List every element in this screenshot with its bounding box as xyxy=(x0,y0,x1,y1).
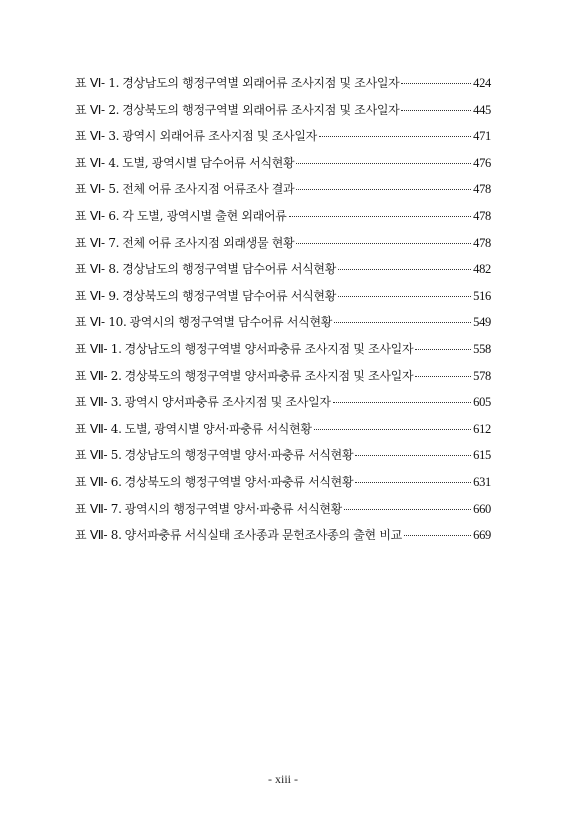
toc-label: 표 xyxy=(75,395,87,410)
toc-label: 표 xyxy=(75,474,87,489)
toc-title: 경상남도의 행정구역별 양서파충류 조사지점 및 조사일자 xyxy=(124,341,414,356)
dot-leader xyxy=(314,429,472,430)
toc-chapter: Ⅶ xyxy=(89,528,104,543)
toc-row[interactable]: 표 Ⅵ- 8. 경상남도의 행정구역별 담수어류 서식현황 482 xyxy=(75,262,491,277)
toc-number: 2. xyxy=(110,368,122,383)
toc-number: 4. xyxy=(108,155,120,170)
toc-title: 도별, 광역시별 양서·파충류 서식현황 xyxy=(124,421,312,436)
dot-leader xyxy=(355,455,471,456)
dot-leader xyxy=(344,509,471,510)
toc-page: 478 xyxy=(473,208,491,223)
toc-page: 660 xyxy=(473,501,491,516)
toc-chapter: Ⅵ xyxy=(89,288,102,303)
toc-page: 631 xyxy=(473,474,491,489)
toc-label: 표 xyxy=(75,262,87,277)
toc-page: 445 xyxy=(473,102,491,117)
toc-title: 경상북도의 행정구역별 양서파충류 조사지점 및 조사일자 xyxy=(124,368,414,383)
toc-label: 표 xyxy=(75,288,87,303)
toc-label: 표 xyxy=(75,208,87,223)
toc-row[interactable]: 표 Ⅶ- 8. 양서파충류 서식실태 조사종과 문헌조사종의 출현 비교 669 xyxy=(75,528,491,543)
toc-page: 471 xyxy=(473,129,491,144)
toc-title: 도별, 광역시별 담수어류 서식현황 xyxy=(122,155,295,170)
toc-label: 표 xyxy=(75,341,87,356)
toc-chapter: Ⅶ xyxy=(89,368,104,383)
toc-number: 5. xyxy=(110,448,122,463)
dot-leader xyxy=(296,243,471,244)
toc-row[interactable]: 표 Ⅶ- 3. 광역시 양서파충류 조사지점 및 조사일자 605 xyxy=(75,395,491,410)
toc-title: 광역시의 행정구역별 담수어류 서식현황 xyxy=(129,315,333,330)
toc-chapter: Ⅶ xyxy=(89,448,104,463)
dot-leader xyxy=(404,535,471,536)
toc-row[interactable]: 표 Ⅵ- 3. 광역시 외래어류 조사지점 및 조사일자 471 xyxy=(75,129,491,144)
toc-page: 478 xyxy=(473,235,491,250)
toc-chapter: Ⅵ xyxy=(89,235,102,250)
toc-title: 광역시 양서파충류 조사지점 및 조사일자 xyxy=(124,395,331,410)
dot-leader xyxy=(296,163,471,164)
toc-chapter: Ⅶ xyxy=(89,341,104,356)
toc-chapter: Ⅵ xyxy=(89,182,102,197)
toc-label: 표 xyxy=(75,102,87,117)
toc-page: 424 xyxy=(473,76,491,90)
dot-leader xyxy=(296,189,471,190)
toc-page: 549 xyxy=(473,315,491,330)
toc-label: 표 xyxy=(75,129,87,144)
toc-number: 1. xyxy=(110,341,122,356)
toc-chapter: Ⅶ xyxy=(89,501,104,516)
toc-row[interactable]: 표 Ⅶ- 5. 경상남도의 행정구역별 양서·파충류 서식현황 615 xyxy=(75,448,491,463)
toc-row[interactable]: 표 Ⅵ- 6. 각 도별, 광역시별 출현 외래어류 478 xyxy=(75,208,491,223)
toc-label: 표 xyxy=(75,182,87,197)
toc-title: 경상북도의 행정구역별 담수어류 서식현황 xyxy=(122,288,336,303)
toc-label: 표 xyxy=(75,501,87,516)
toc-title: 경상북도의 행정구역별 양서·파충류 서식현황 xyxy=(124,474,354,489)
dot-leader xyxy=(333,402,471,403)
toc-number: 3. xyxy=(110,395,122,410)
dot-leader xyxy=(415,376,471,377)
dot-leader xyxy=(401,83,471,84)
toc-label: 표 xyxy=(75,235,87,250)
toc-chapter: Ⅵ xyxy=(89,155,102,170)
toc-row[interactable]: 표 Ⅶ- 7. 광역시의 행정구역별 양서·파충류 서식현황 660 xyxy=(75,501,491,516)
toc-row[interactable]: 표 Ⅵ- 5. 전체 어류 조사지점 어류조사 결과 478 xyxy=(75,182,491,197)
dot-leader xyxy=(289,216,472,217)
toc-label: 표 xyxy=(75,528,87,543)
toc-number: 9. xyxy=(108,288,120,303)
toc-chapter: Ⅶ xyxy=(89,474,104,489)
toc-number: 3. xyxy=(108,129,120,144)
dot-leader xyxy=(355,482,471,483)
toc-page: 578 xyxy=(473,368,491,383)
toc-label: 표 xyxy=(75,368,87,383)
toc-chapter: Ⅶ xyxy=(89,421,104,436)
toc-title: 경상남도의 행정구역별 담수어류 서식현황 xyxy=(122,262,336,277)
toc-number: 2. xyxy=(108,102,120,117)
toc-row[interactable]: 표 Ⅵ- 4. 도별, 광역시별 담수어류 서식현황 476 xyxy=(75,155,491,170)
toc-page: 558 xyxy=(473,341,491,356)
toc-number: 8. xyxy=(110,528,122,543)
toc-row[interactable]: 표 Ⅶ- 6. 경상북도의 행정구역별 양서·파충류 서식현황 631 xyxy=(75,474,491,489)
toc-page: 669 xyxy=(473,528,491,543)
table-of-tables xyxy=(75,74,491,553)
page-number-footer: - xiii - xyxy=(268,772,298,786)
dot-leader xyxy=(415,349,471,350)
dot-leader xyxy=(319,136,471,137)
toc-row[interactable]: 표 Ⅶ- 1. 경상남도의 행정구역별 양서파충류 조사지점 및 조사일자 558 xyxy=(75,341,491,356)
toc-title: 전체 어류 조사지점 어류조사 결과 xyxy=(122,182,295,197)
toc-row[interactable]: 표 Ⅶ- 4. 도별, 광역시별 양서·파충류 서식현황 612 xyxy=(75,421,491,436)
toc-page: 482 xyxy=(473,262,491,277)
toc-label: 표 xyxy=(75,421,87,436)
toc-title: 경상북도의 행정구역별 외래어류 조사지점 및 조사일자 xyxy=(122,102,400,117)
toc-number: 1. xyxy=(108,76,120,90)
toc-title: 광역시의 행정구역별 양서·파충류 서식현황 xyxy=(124,501,342,516)
toc-title: 전체 어류 조사지점 외래생물 현황 xyxy=(122,235,295,250)
toc-title: 경상남도의 행정구역별 외래어류 조사지점 및 조사일자 xyxy=(122,76,400,90)
toc-row[interactable]: 표 Ⅵ- 2. 경상북도의 행정구역별 외래어류 조사지점 및 조사일자 445 xyxy=(75,102,491,117)
toc-row[interactable]: 표 Ⅵ- 1. 경상남도의 행정구역별 외래어류 조사지점 및 조사일자 424 xyxy=(75,76,491,90)
toc-chapter: Ⅵ xyxy=(89,76,102,90)
dot-leader xyxy=(338,269,471,270)
toc-number: 5. xyxy=(108,182,120,197)
toc-chapter: Ⅵ xyxy=(89,208,102,223)
toc-label: 표 xyxy=(75,155,87,170)
toc-chapter: Ⅵ xyxy=(89,315,102,330)
toc-number: 10. xyxy=(108,315,127,330)
toc-row[interactable]: 표 Ⅵ- 7. 전체 어류 조사지점 외래생물 현황 478 xyxy=(75,235,491,250)
toc-number: 6. xyxy=(108,208,120,223)
toc-chapter: Ⅵ xyxy=(89,102,102,117)
dot-leader xyxy=(401,110,471,111)
toc-title: 경상남도의 행정구역별 양서·파충류 서식현황 xyxy=(124,448,354,463)
toc-page: 605 xyxy=(473,395,491,410)
toc-number: 8. xyxy=(108,262,120,277)
toc-page: 612 xyxy=(473,421,491,436)
toc-page: 478 xyxy=(473,182,491,197)
toc-row[interactable]: 표 Ⅶ- 2. 경상북도의 행정구역별 양서파충류 조사지점 및 조사일자 578 xyxy=(75,368,491,383)
toc-title: 광역시 외래어류 조사지점 및 조사일자 xyxy=(122,129,317,144)
toc-row[interactable]: 표 Ⅵ- 10. 광역시의 행정구역별 담수어류 서식현황 549 xyxy=(75,315,491,330)
toc-page: 516 xyxy=(473,288,491,303)
dot-leader xyxy=(338,296,471,297)
toc-number: 4. xyxy=(110,421,122,436)
toc-label: 표 xyxy=(75,448,87,463)
toc-title: 각 도별, 광역시별 출현 외래어류 xyxy=(122,208,287,223)
toc-label: 표 xyxy=(75,76,87,90)
toc-row[interactable]: 표 Ⅵ- 9. 경상북도의 행정구역별 담수어류 서식현황 516 xyxy=(75,288,491,303)
toc-chapter: Ⅶ xyxy=(89,395,104,410)
toc-number: 7. xyxy=(108,235,120,250)
toc-page: 476 xyxy=(473,155,491,170)
toc-number: 6. xyxy=(110,474,122,489)
toc-page: 615 xyxy=(473,448,491,463)
toc-chapter: Ⅵ xyxy=(89,262,102,277)
toc-chapter: Ⅵ xyxy=(89,129,102,144)
toc-number: 7. xyxy=(110,501,122,516)
dot-leader xyxy=(334,322,471,323)
toc-title: 양서파충류 서식실태 조사종과 문헌조사종의 출현 비교 xyxy=(124,528,402,543)
toc-label: 표 xyxy=(75,315,87,330)
